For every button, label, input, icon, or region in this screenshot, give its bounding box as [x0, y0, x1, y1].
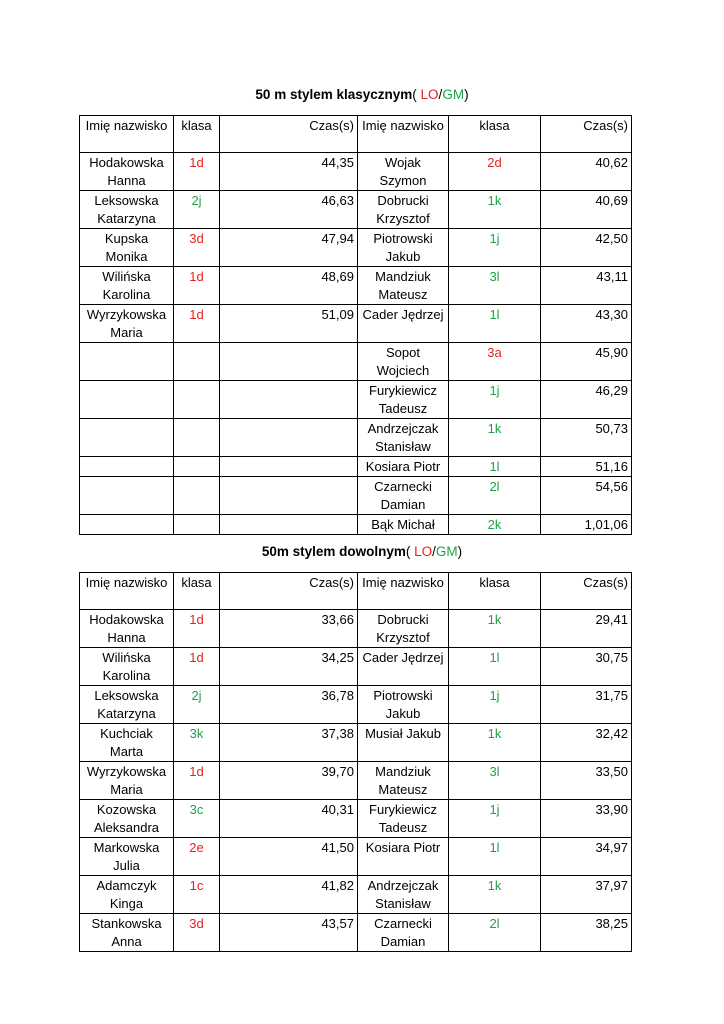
header-klasa-right: klasa	[449, 116, 541, 153]
table-row	[80, 724, 632, 762]
time-right: 43,11	[541, 267, 632, 305]
header-klasa-left: klasa	[174, 573, 220, 610]
athlete-name-right: Wojak Szymon	[358, 153, 449, 191]
class-right: 3a	[449, 343, 541, 381]
class-right: 1k	[449, 419, 541, 457]
time-left: 34,25	[220, 648, 358, 686]
time-left: 48,69	[220, 267, 358, 305]
title-lo-label: LO	[420, 87, 439, 102]
section-title-text: 50m stylem dowolnym	[261, 544, 406, 559]
title-gm-label: GM	[435, 544, 458, 559]
time-left: 39,70	[220, 762, 358, 800]
time-right: 31,75	[541, 686, 632, 724]
athlete-name-left: Stankowska Anna	[80, 914, 174, 952]
table-row	[80, 515, 632, 535]
athlete-name-left: Leksowska Katarzyna	[80, 686, 174, 724]
header-czas-right: Czas(s)	[541, 573, 632, 610]
athlete-name-right: Czarnecki Damian	[358, 914, 449, 952]
time-right: 40,69	[541, 191, 632, 229]
class-left	[174, 343, 220, 381]
class-left: 2e	[174, 838, 220, 876]
time-right: 43,30	[541, 305, 632, 343]
time-left: 44,35	[220, 153, 358, 191]
title-slash: /	[438, 87, 443, 102]
athlete-name-right: Furykiewicz Tadeusz	[358, 800, 449, 838]
athlete-name-left: Leksowska Katarzyna	[80, 191, 174, 229]
time-right: 40,62	[541, 153, 632, 191]
time-right: 45,90	[541, 343, 632, 381]
time-left: 36,78	[220, 686, 358, 724]
title-open-paren: (	[412, 87, 421, 102]
results-table-freestyle	[79, 572, 632, 952]
class-left: 3d	[174, 229, 220, 267]
class-right: 1l	[449, 838, 541, 876]
time-right: 37,97	[541, 876, 632, 914]
class-right: 2l	[449, 477, 541, 515]
class-right: 1j	[449, 381, 541, 419]
class-right: 1j	[449, 800, 541, 838]
class-right: 1k	[449, 876, 541, 914]
time-right: 42,50	[541, 229, 632, 267]
class-left: 2j	[174, 686, 220, 724]
time-right: 30,75	[541, 648, 632, 686]
section-title-text: 50 m stylem klasycznym	[255, 87, 413, 102]
class-left: 1d	[174, 648, 220, 686]
time-right: 1,01,06	[541, 515, 632, 535]
table-row	[80, 914, 632, 952]
time-right: 54,56	[541, 477, 632, 515]
class-right: 1j	[449, 686, 541, 724]
class-right: 2l	[449, 914, 541, 952]
table-row	[80, 153, 632, 191]
table-row	[80, 343, 632, 381]
header-klasa-right: klasa	[449, 573, 541, 610]
athlete-name-right: Mandziuk Mateusz	[358, 267, 449, 305]
athlete-name-left	[80, 477, 174, 515]
results-table-body	[80, 116, 632, 535]
athlete-name-left	[80, 515, 174, 535]
header-name-left: Imię nazwisko	[80, 573, 174, 610]
results-table-body	[80, 573, 632, 952]
time-left: 37,38	[220, 724, 358, 762]
class-left: 1d	[174, 305, 220, 343]
athlete-name-left: Wyrzykowska Maria	[80, 305, 174, 343]
class-left	[174, 457, 220, 477]
table-row	[80, 648, 632, 686]
table-row	[80, 610, 632, 648]
class-right: 2d	[449, 153, 541, 191]
athlete-name-left: Kuchciak Marta	[80, 724, 174, 762]
athlete-name-right: Cader Jędrzej	[358, 648, 449, 686]
class-left	[174, 419, 220, 457]
table-row	[80, 419, 632, 457]
table-row	[80, 229, 632, 267]
header-name-left: Imię nazwisko	[80, 116, 174, 153]
table-row	[80, 305, 632, 343]
section-title-classic	[0, 87, 724, 102]
time-left	[220, 457, 358, 477]
athlete-name-right: Mandziuk Mateusz	[358, 762, 449, 800]
class-right: 1l	[449, 457, 541, 477]
athlete-name-left	[80, 457, 174, 477]
athlete-name-left: Kupska Monika	[80, 229, 174, 267]
athlete-name-left: Hodakowska Hanna	[80, 610, 174, 648]
time-left: 46,63	[220, 191, 358, 229]
table-row	[80, 838, 632, 876]
athlete-name-right: Czarnecki Damian	[358, 477, 449, 515]
athlete-name-left: Kozowska Aleksandra	[80, 800, 174, 838]
time-left	[220, 515, 358, 535]
class-left	[174, 381, 220, 419]
title-close-paren: )	[457, 544, 463, 559]
table-row	[80, 477, 632, 515]
athlete-name-right: Cader Jędrzej	[358, 305, 449, 343]
header-klasa-left: klasa	[174, 116, 220, 153]
time-right: 32,42	[541, 724, 632, 762]
time-left	[220, 343, 358, 381]
athlete-name-right: Furykiewicz Tadeusz	[358, 381, 449, 419]
header-name-right: Imię nazwisko	[358, 573, 449, 610]
title-slash: /	[432, 544, 436, 559]
athlete-name-left	[80, 419, 174, 457]
athlete-name-left: Markowska Julia	[80, 838, 174, 876]
time-left: 40,31	[220, 800, 358, 838]
class-left: 2j	[174, 191, 220, 229]
time-right: 46,29	[541, 381, 632, 419]
results-table-classic	[79, 115, 632, 535]
title-close-paren: )	[464, 87, 469, 102]
class-right: 3l	[449, 762, 541, 800]
section-title-freestyle	[0, 544, 724, 559]
athlete-name-right: Sopot Wojciech	[358, 343, 449, 381]
time-left	[220, 381, 358, 419]
title-open-paren: (	[405, 544, 415, 559]
athlete-name-right: Piotrowski Jakub	[358, 229, 449, 267]
athlete-name-right: Musiał Jakub	[358, 724, 449, 762]
athlete-name-right: Dobrucki Krzysztof	[358, 610, 449, 648]
athlete-name-left: Wilińska Karolina	[80, 648, 174, 686]
header-czas-left: Czas(s)	[220, 116, 358, 153]
class-left	[174, 477, 220, 515]
class-left: 1d	[174, 610, 220, 648]
class-left: 3k	[174, 724, 220, 762]
athlete-name-left: Hodakowska Hanna	[80, 153, 174, 191]
class-right: 3l	[449, 267, 541, 305]
time-right: 33,90	[541, 800, 632, 838]
athlete-name-right: Kosiara Piotr	[358, 457, 449, 477]
table-row	[80, 267, 632, 305]
time-right: 38,25	[541, 914, 632, 952]
time-left: 33,66	[220, 610, 358, 648]
class-left: 1d	[174, 762, 220, 800]
time-left: 43,57	[220, 914, 358, 952]
table-row	[80, 686, 632, 724]
time-left: 47,94	[220, 229, 358, 267]
table-row	[80, 381, 632, 419]
athlete-name-left: Wyrzykowska Maria	[80, 762, 174, 800]
time-right: 29,41	[541, 610, 632, 648]
class-right: 1k	[449, 610, 541, 648]
class-left: 1d	[174, 267, 220, 305]
table-header-row	[80, 573, 632, 610]
class-right: 1j	[449, 229, 541, 267]
athlete-name-right: Andrzejczak Stanisław	[358, 876, 449, 914]
header-czas-left: Czas(s)	[220, 573, 358, 610]
time-left	[220, 477, 358, 515]
table-row	[80, 800, 632, 838]
table-row	[80, 457, 632, 477]
athlete-name-right: Piotrowski Jakub	[358, 686, 449, 724]
class-right: 1l	[449, 648, 541, 686]
table-row	[80, 762, 632, 800]
class-right: 1k	[449, 724, 541, 762]
class-left: 1c	[174, 876, 220, 914]
time-right: 33,50	[541, 762, 632, 800]
time-left: 41,50	[220, 838, 358, 876]
class-right: 1l	[449, 305, 541, 343]
time-right: 51,16	[541, 457, 632, 477]
athlete-name-right: Kosiara Piotr	[358, 838, 449, 876]
athlete-name-right: Bąk Michał	[358, 515, 449, 535]
time-right: 50,73	[541, 419, 632, 457]
class-right: 1k	[449, 191, 541, 229]
class-right: 2k	[449, 515, 541, 535]
athlete-name-left: Adamczyk Kinga	[80, 876, 174, 914]
table-header-row	[80, 116, 632, 153]
athlete-name-right: Dobrucki Krzysztof	[358, 191, 449, 229]
athlete-name-left	[80, 381, 174, 419]
title-gm-label: GM	[442, 87, 465, 102]
time-left: 51,09	[220, 305, 358, 343]
athlete-name-right: Andrzejczak Stanisław	[358, 419, 449, 457]
athlete-name-left: Wilińska Karolina	[80, 267, 174, 305]
title-lo-label: LO	[414, 544, 433, 559]
time-right: 34,97	[541, 838, 632, 876]
class-left: 3d	[174, 914, 220, 952]
class-left: 1d	[174, 153, 220, 191]
header-czas-right: Czas(s)	[541, 116, 632, 153]
time-left: 41,82	[220, 876, 358, 914]
header-name-right: Imię nazwisko	[358, 116, 449, 153]
time-left	[220, 419, 358, 457]
athlete-name-left	[80, 343, 174, 381]
class-left: 3c	[174, 800, 220, 838]
table-row	[80, 191, 632, 229]
class-left	[174, 515, 220, 535]
table-row	[80, 876, 632, 914]
